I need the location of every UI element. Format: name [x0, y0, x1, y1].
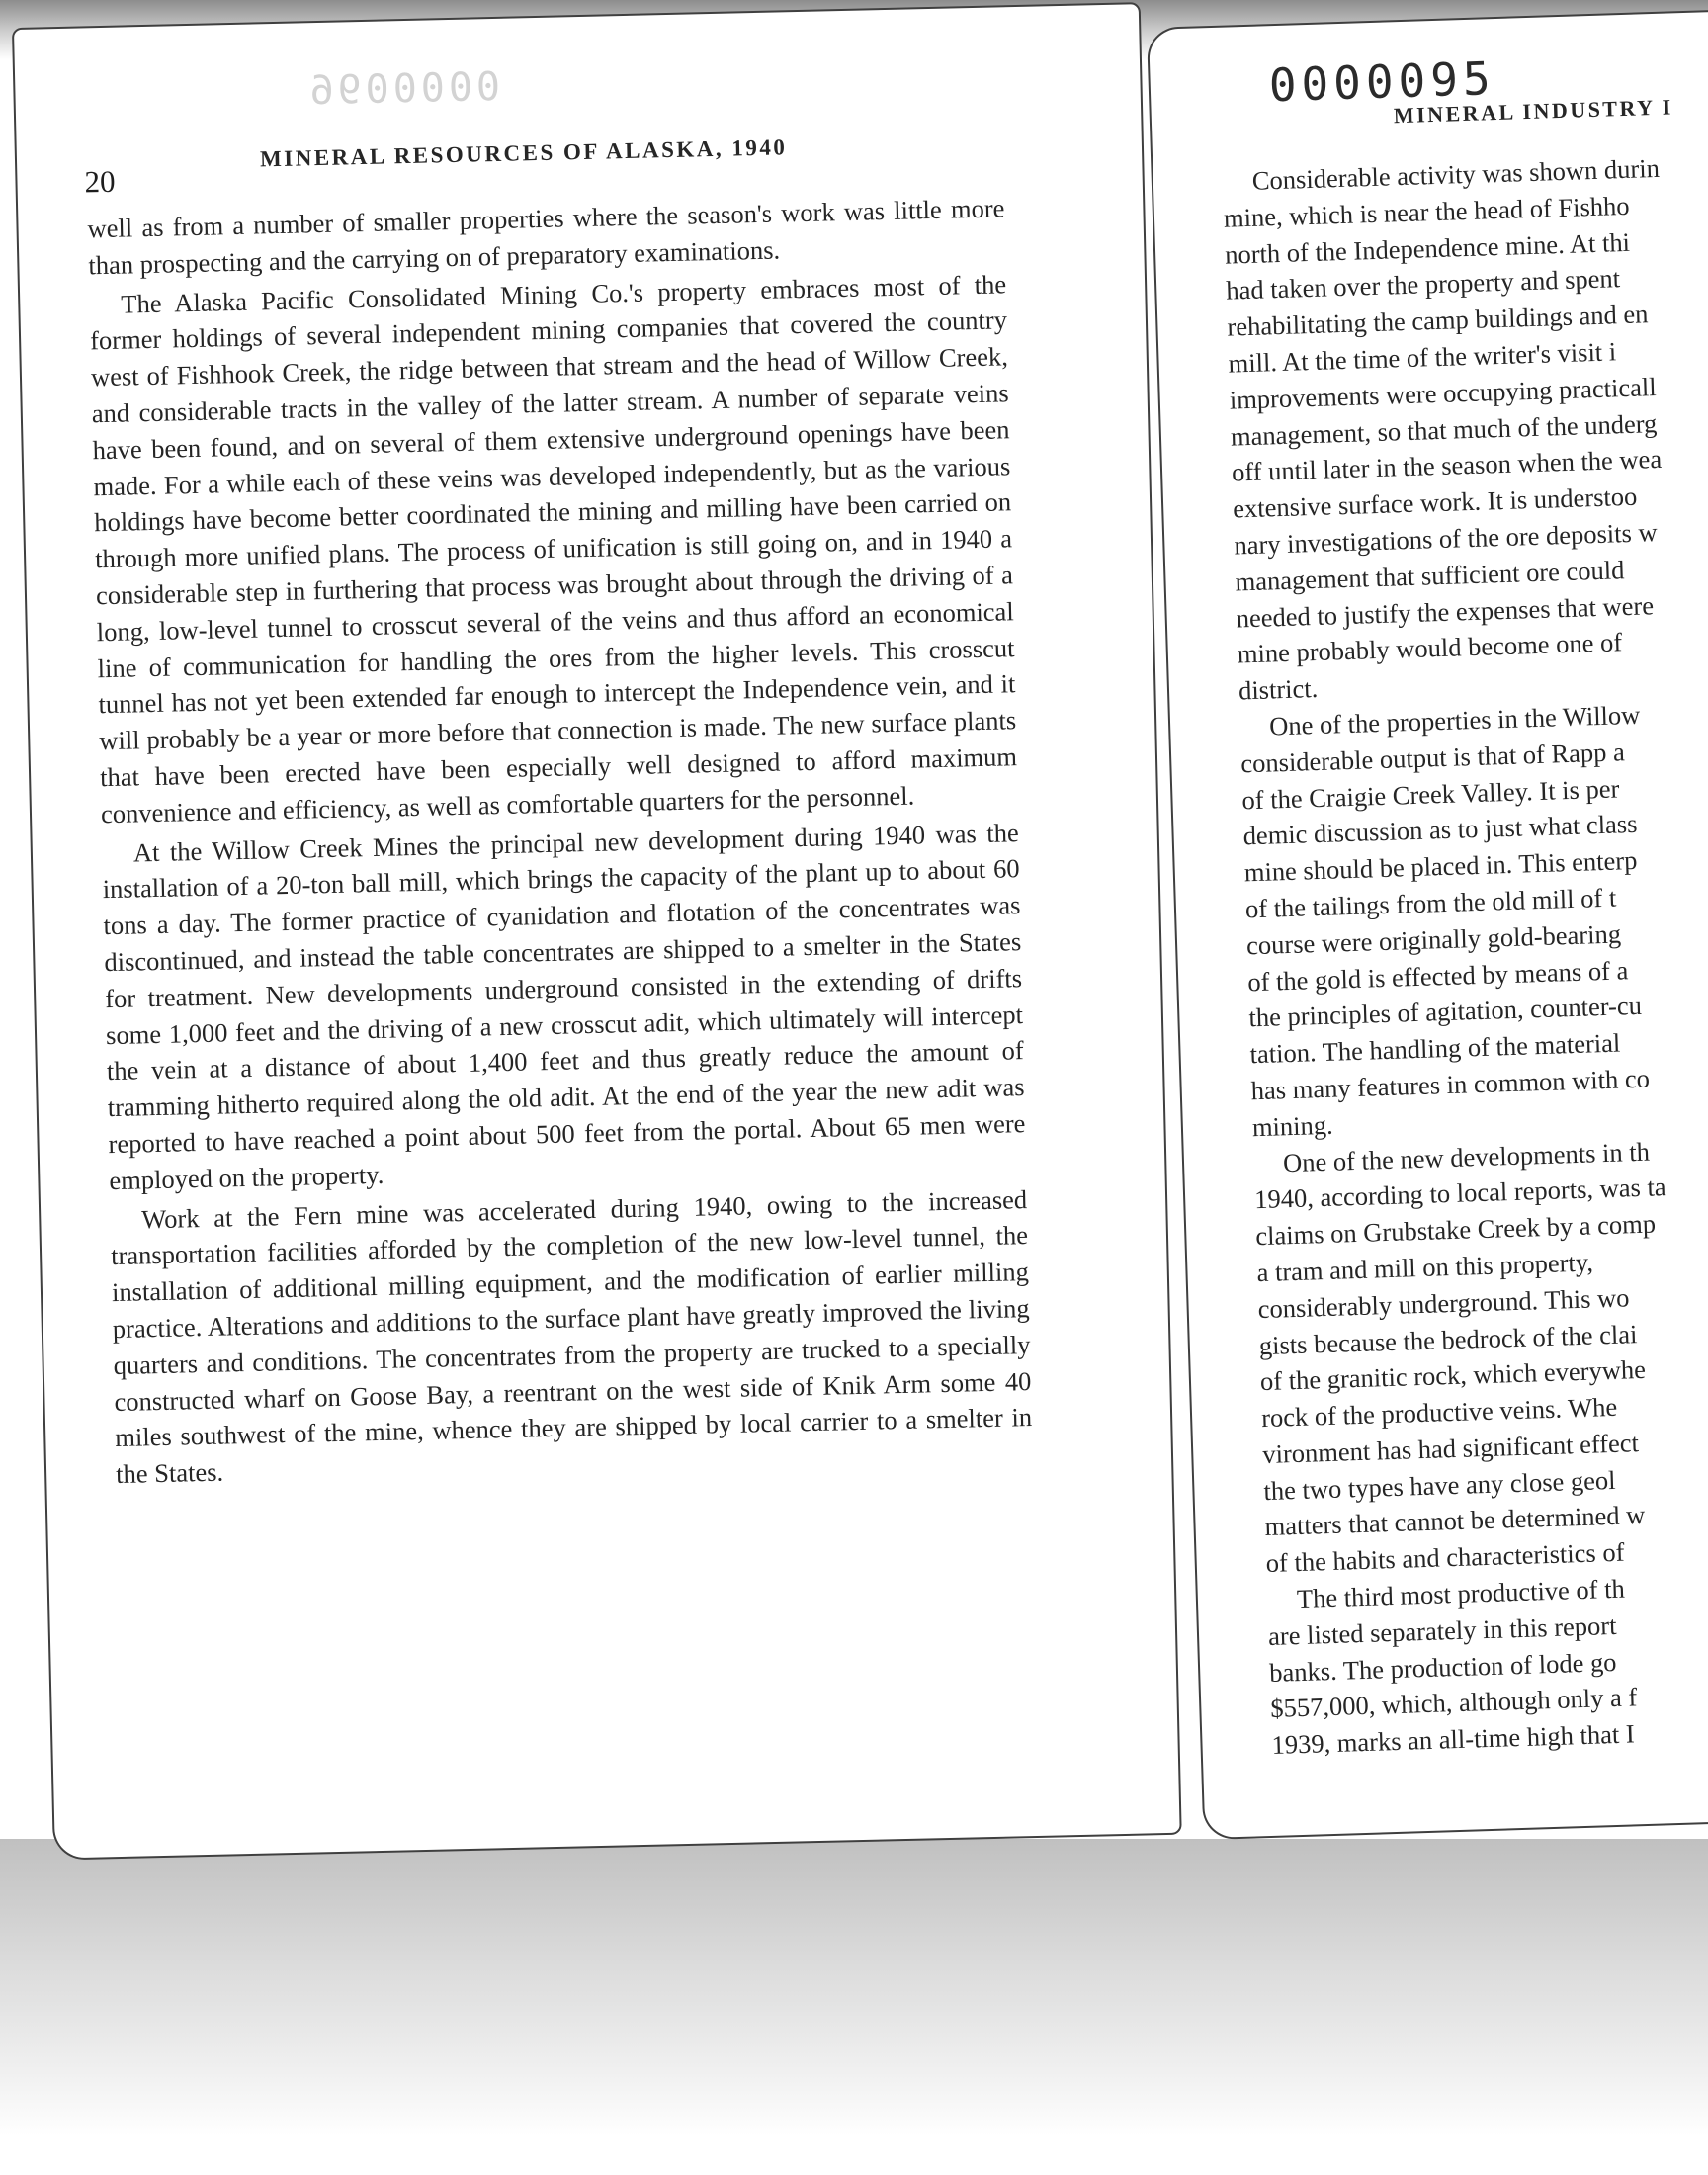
text-line: the two types have any close geol — [1263, 1464, 1616, 1506]
text-line: course were originally gold-bearing — [1245, 918, 1622, 961]
text-line: mine, which is near the head of Fishho — [1223, 190, 1630, 233]
text-line: of the habits and characteristics of — [1265, 1536, 1625, 1579]
right-page — [1149, 11, 1708, 1839]
text-line: of the tailings from the old mill of t — [1244, 882, 1617, 924]
right-page-body — [1222, 144, 1708, 1764]
scan-bottom-shadow — [0, 1839, 1708, 2135]
text-line: management, so that much of the underg — [1230, 407, 1658, 452]
text-line: Considerable activity was shown durin — [1251, 152, 1661, 196]
text-line: gists because the bedrock of the clai — [1258, 1318, 1638, 1360]
text-line: of the gold is effected by means of a — [1246, 954, 1629, 997]
paragraph-3: At the Willow Creek Mines the principal new development during 1940 was the installation of a 20-ton ball mill, which brings the capacity of the plant up to about 60 tons a day. The former practice of cyanidation and flotation of the concentrates was discontinued, and instead the table concentrates are shipped to a smelter in the States for treatment. New developments underground consisted in the extending of drifts some 1,000 feet and the driving of a new crosscut adit, which ultimately will intercept the vein at a distance of about 1,400 feet and thus greatly reduce the amount of tramming hitherto required along the old adit. At the end of the year the new adit was reported to have reached a point about 500 feet from the portal. About 65 men were employed on the property. — [102, 817, 1026, 1195]
text-line: has many features in common with co — [1250, 1063, 1651, 1106]
text-line: the principles of agitation, counter-cu — [1247, 991, 1643, 1033]
text-line: claims on Grubstake Creek by a comp — [1254, 1208, 1657, 1252]
text-line: 1939, marks an all-time high that I — [1271, 1718, 1636, 1761]
text-line: improvements were occupying practicall — [1229, 371, 1657, 415]
text-line: considerable output is that of Rapp a — [1239, 736, 1626, 779]
text-line: matters that cannot be determined w — [1264, 1500, 1646, 1542]
text-line: a tram and mill on this property, — [1256, 1247, 1594, 1288]
text-line: considerably underground. This wo — [1257, 1282, 1630, 1324]
text-line: banks. The production of lode go — [1268, 1646, 1617, 1688]
text-line: 1940, according to local reports, was ta — [1253, 1172, 1667, 1215]
text-line: off until later in the season when the wea — [1231, 444, 1663, 487]
ghost-stamp: 0000096 — [304, 63, 501, 115]
text-line: nary investigations of the ore deposits w — [1233, 517, 1659, 561]
paragraph-2: The Alaska Pacific Consolidated Mining Co.'s property embraces most of the former holdings of several independent mining companies that covered the country west of Fishhook Creek, the ridge between that stream and the head of Willow Creek, and considerable tracts in the valley of the latter stream. A number of separate veins have been found, and on several of them extensive underground openings have been made. For a while each of these veins was developed independently, but as the various holdings have become better coordinated the mining and milling have been carried on through more unified plans. The process of unification is still going on, and in 1940 a considerable step in furthering that process was brought about through the driving of a long, low-level tunnel to crosscut several of the veins and thus afford an economical line of communication for handling the ores from the higher levels. This crosscut tunnel has not yet been extended far enough to intercept the Independence vein, and it will probably be a year or more before that connection is made. The new surface plants that have been erected have been especially well designed to afford maximum convenience and efficiency, as well as comfortable quarters for the personnel. — [89, 268, 1018, 828]
text-line: vironment has had significant effect — [1261, 1428, 1640, 1469]
text-line: The third most productive of th — [1296, 1573, 1626, 1614]
text-line: of the Craigie Creek Valley. It is per — [1241, 772, 1620, 815]
text-line: One of the new developments in th — [1282, 1136, 1651, 1177]
page-stamp: 0000095 — [1267, 51, 1496, 113]
text-line: demic discussion as to just what class — [1242, 809, 1638, 851]
running-head: MINERAL RESOURCES OF ALASKA, 1940 — [259, 134, 788, 172]
paragraph-1: well as from a number of smaller properties where the season's work was little more than prospecting and the carrying on of preparatory examinations. — [87, 193, 1005, 281]
text-line: tation. The handling of the material — [1249, 1027, 1621, 1070]
text-line: are listed separately in this report — [1267, 1610, 1617, 1651]
text-line: district. — [1238, 673, 1319, 706]
text-line: One of the properties in the Willow — [1268, 699, 1641, 741]
text-line: rehabilitating the camp buildings and en — [1227, 299, 1649, 342]
left-page-body — [87, 190, 1033, 1496]
text-line: mine probably would become one of — [1237, 627, 1623, 669]
page-number: 20 — [84, 163, 116, 200]
text-line: rock of the productive veins. Whe — [1260, 1391, 1618, 1434]
text-line: mine should be placed in. This enterp — [1243, 845, 1638, 888]
running-head-right: MINERAL INDUSTRY I — [1393, 94, 1674, 129]
text-line: mining. — [1251, 1109, 1334, 1142]
text-line: extensive surface work. It is understoo — [1232, 480, 1638, 524]
paragraph-4: Work at the Fern mine was accelerated during 1940, owing to the increased transportation facilities afforded by the completion of the new low-level tunnel, the installation of additional milling equipment, and the modification of earlier milling practice. Alterations and additions to the surface plant have greatly improved the living quarters and conditions. The concentrates from the property are trucked to a specially constructed wharf on Goose Bay, a reentrant on the west side of Knik Arm some 40 miles southwest of the mine, whence they are shipped by local carrier to a smelter in the States. — [110, 1183, 1033, 1490]
text-line: north of the Independence mine. At thi — [1224, 226, 1631, 270]
text-line: mill. At the time of the writer's visit i — [1228, 336, 1617, 379]
text-line: had taken over the property and spent — [1225, 263, 1621, 306]
left-page — [14, 4, 1180, 1858]
text-line: management that sufficient ore could — [1235, 554, 1625, 597]
text-line: $557,000, which, although only a f — [1269, 1682, 1638, 1724]
text-line: needed to justify the expenses that were — [1236, 589, 1655, 634]
text-line: of the granitic rock, which everywhe — [1259, 1354, 1647, 1397]
